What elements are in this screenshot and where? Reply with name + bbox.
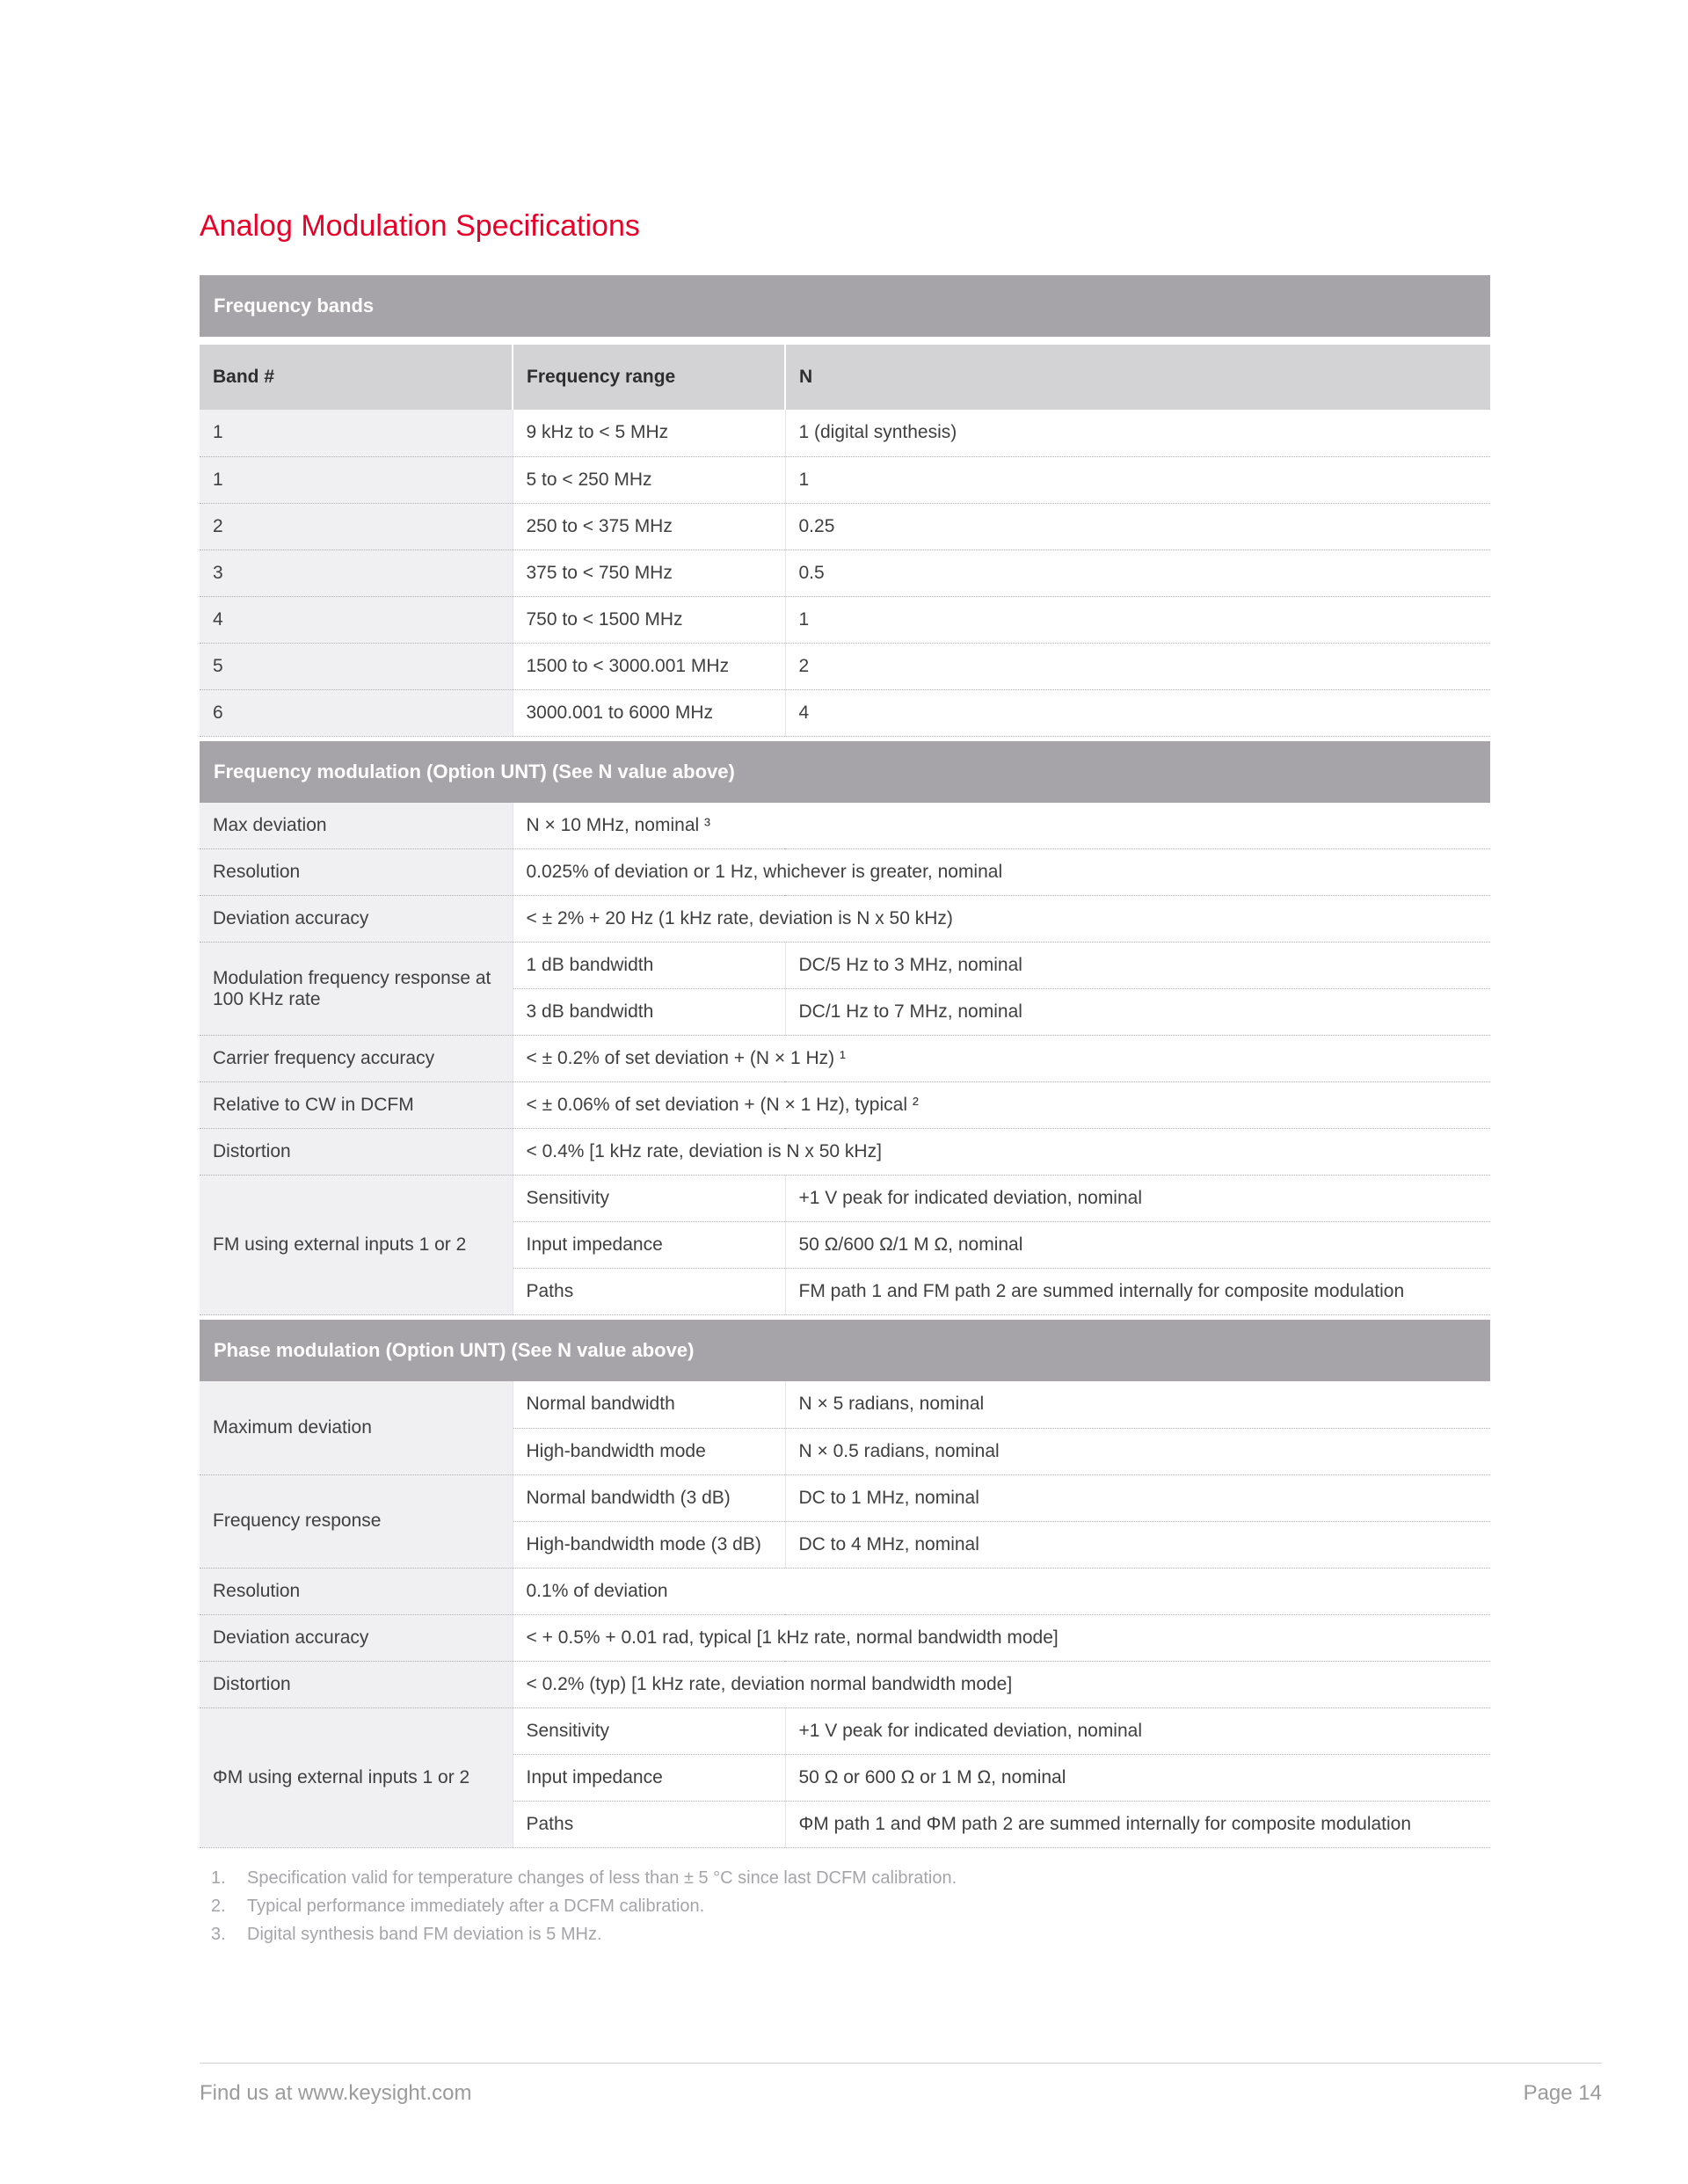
table-row xyxy=(200,943,1490,989)
n-value: 1 xyxy=(785,456,1490,503)
footnote-text: Digital synthesis band FM deviation is 5 MHz. xyxy=(247,1924,602,1944)
spec-label: Relative to CW in DCFM xyxy=(200,1082,513,1129)
spec-subcategory: Sensitivity xyxy=(513,1176,785,1222)
phase-modulation-table xyxy=(200,1381,1490,1848)
spec-value: < ± 0.06% of set deviation + (N × 1 Hz), typical ² xyxy=(513,1082,1490,1129)
frequency-range: 375 to < 750 MHz xyxy=(513,550,785,596)
table-row xyxy=(200,689,1490,736)
frequency-range: 1500 to < 3000.001 MHz xyxy=(513,643,785,689)
frequency-range: 9 kHz to < 5 MHz xyxy=(513,410,785,456)
spec-value: +1 V peak for indicated deviation, nominal xyxy=(785,1707,1490,1754)
table-row xyxy=(200,410,1490,456)
band-number: 1 xyxy=(200,410,513,456)
spec-value: DC/1 Hz to 7 MHz, nominal xyxy=(785,989,1490,1036)
n-value: 4 xyxy=(785,689,1490,736)
spec-label: Resolution xyxy=(200,849,513,896)
page-footer xyxy=(200,2063,1602,2106)
spec-label: Maximum deviation xyxy=(200,1381,513,1474)
column-header-band: Band # xyxy=(200,345,513,410)
spec-subcategory: Input impedance xyxy=(513,1754,785,1801)
table-row xyxy=(200,596,1490,643)
spec-subcategory: Paths xyxy=(513,1269,785,1315)
spec-value: < ± 0.2% of set deviation + (N × 1 Hz) ¹ xyxy=(513,1036,1490,1082)
table-row xyxy=(200,1036,1490,1082)
spec-value: < + 0.5% + 0.01 rad, typical [1 kHz rate, normal bandwidth mode] xyxy=(513,1614,1490,1661)
spec-label: Deviation accuracy xyxy=(200,1614,513,1661)
table-row xyxy=(200,1614,1490,1661)
column-header-row xyxy=(200,345,1490,410)
spec-value: N × 0.5 radians, nominal xyxy=(785,1428,1490,1474)
column-header-frequency-range: Frequency range xyxy=(513,345,785,410)
table-row xyxy=(200,1082,1490,1129)
spec-value: +1 V peak for indicated deviation, nominal xyxy=(785,1176,1490,1222)
table-row xyxy=(200,1176,1490,1222)
footnote-number: 2. xyxy=(211,1896,226,1916)
spec-subcategory: High-bandwidth mode (3 dB) xyxy=(513,1521,785,1568)
table-row xyxy=(200,1474,1490,1521)
frequency-range: 750 to < 1500 MHz xyxy=(513,596,785,643)
footnotes xyxy=(200,1864,1490,1948)
spec-value: 50 Ω or 600 Ω or 1 M Ω, nominal xyxy=(785,1754,1490,1801)
spec-subcategory: Normal bandwidth (3 dB) xyxy=(513,1474,785,1521)
spec-value: N × 5 radians, nominal xyxy=(785,1381,1490,1428)
spec-value: < 0.2% (typ) [1 kHz rate, deviation normal bandwidth mode] xyxy=(513,1661,1490,1707)
footnote-text: Specification valid for temperature changes of less than ± 5 °C since last DCFM calibration. xyxy=(247,1867,957,1888)
section-title: Frequency bands xyxy=(214,295,375,317)
table-row xyxy=(200,1707,1490,1754)
spec-value: FM path 1 and FM path 2 are summed internally for composite modulation xyxy=(785,1269,1490,1315)
n-value: 1 xyxy=(785,596,1490,643)
page-content xyxy=(200,209,1490,1948)
spec-label: Resolution xyxy=(200,1568,513,1614)
spec-label: Frequency response xyxy=(200,1474,513,1568)
spec-label: ΦM using external inputs 1 or 2 xyxy=(200,1707,513,1847)
n-value: 2 xyxy=(785,643,1490,689)
footer-find-us-text: Find us at www.keysight.com xyxy=(200,2081,472,2105)
table-row xyxy=(200,849,1490,896)
spec-value: DC to 1 MHz, nominal xyxy=(785,1474,1490,1521)
spec-subcategory: High-bandwidth mode xyxy=(513,1428,785,1474)
table-row xyxy=(200,503,1490,550)
section-header-phase-modulation xyxy=(200,1320,1490,1381)
footnote-text: Typical performance immediately after a DCFM calibration. xyxy=(247,1896,705,1916)
n-value: 0.5 xyxy=(785,550,1490,596)
page-title: Analog Modulation Specifications xyxy=(200,209,640,243)
spec-value: 0.1% of deviation xyxy=(513,1568,1490,1614)
band-number: 1 xyxy=(200,456,513,503)
band-number: 4 xyxy=(200,596,513,643)
footnote xyxy=(200,1920,1490,1948)
spec-subcategory: 3 dB bandwidth xyxy=(513,989,785,1036)
spec-value: N × 10 MHz, nominal ³ xyxy=(513,803,1490,849)
footnote xyxy=(200,1864,1490,1892)
frequency-modulation-table xyxy=(200,803,1490,1316)
footnote-number: 1. xyxy=(211,1867,226,1888)
frequency-range: 250 to < 375 MHz xyxy=(513,503,785,550)
frequency-bands-table xyxy=(200,345,1490,737)
spec-label: Carrier frequency accuracy xyxy=(200,1036,513,1082)
spec-value: DC/5 Hz to 3 MHz, nominal xyxy=(785,943,1490,989)
frequency-range: 5 to < 250 MHz xyxy=(513,456,785,503)
divider xyxy=(200,337,1490,345)
spec-subcategory: Input impedance xyxy=(513,1222,785,1269)
spec-value: < ± 2% + 20 Hz (1 kHz rate, deviation is N x 50 kHz) xyxy=(513,896,1490,943)
page-number: Page 14 xyxy=(1523,2081,1602,2105)
band-number: 5 xyxy=(200,643,513,689)
footnote xyxy=(200,1892,1490,1920)
n-value: 1 (digital synthesis) xyxy=(785,410,1490,456)
table-row xyxy=(200,550,1490,596)
spec-subcategory: Sensitivity xyxy=(513,1707,785,1754)
spec-subcategory: Paths xyxy=(513,1801,785,1847)
spec-label: Modulation frequency response at 100 KHz rate xyxy=(200,943,513,1036)
spec-subcategory: 1 dB bandwidth xyxy=(513,943,785,989)
table-row xyxy=(200,1568,1490,1614)
column-header-n: N xyxy=(785,345,1490,410)
table-row xyxy=(200,643,1490,689)
spec-value: ΦM path 1 and ΦM path 2 are summed internally for composite modulation xyxy=(785,1801,1490,1847)
frequency-range: 3000.001 to 6000 MHz xyxy=(513,689,785,736)
table-row xyxy=(200,896,1490,943)
section-title: Phase modulation (Option UNT) (See N value above) xyxy=(214,1339,695,1361)
table-row xyxy=(200,1661,1490,1707)
table-row xyxy=(200,1381,1490,1428)
spec-subcategory: Normal bandwidth xyxy=(513,1381,785,1428)
table-row xyxy=(200,803,1490,849)
spec-value: < 0.4% [1 kHz rate, deviation is N x 50 kHz] xyxy=(513,1129,1490,1176)
spec-value: 0.025% of deviation or 1 Hz, whichever is greater, nominal xyxy=(513,849,1490,896)
spec-label: Max deviation xyxy=(200,803,513,849)
spec-value: 50 Ω/600 Ω/1 M Ω, nominal xyxy=(785,1222,1490,1269)
section-title: Frequency modulation (Option UNT) (See N value above) xyxy=(214,760,735,783)
spec-label: Distortion xyxy=(200,1129,513,1176)
footnote-number: 3. xyxy=(211,1924,226,1944)
section-header-frequency-modulation xyxy=(200,741,1490,803)
n-value: 0.25 xyxy=(785,503,1490,550)
spec-label: Deviation accuracy xyxy=(200,896,513,943)
band-number: 2 xyxy=(200,503,513,550)
table-row xyxy=(200,1129,1490,1176)
band-number: 3 xyxy=(200,550,513,596)
spec-label: FM using external inputs 1 or 2 xyxy=(200,1176,513,1315)
table-row xyxy=(200,456,1490,503)
band-number: 6 xyxy=(200,689,513,736)
spec-label: Distortion xyxy=(200,1661,513,1707)
section-header-frequency-bands xyxy=(200,275,1490,337)
spec-value: DC to 4 MHz, nominal xyxy=(785,1521,1490,1568)
